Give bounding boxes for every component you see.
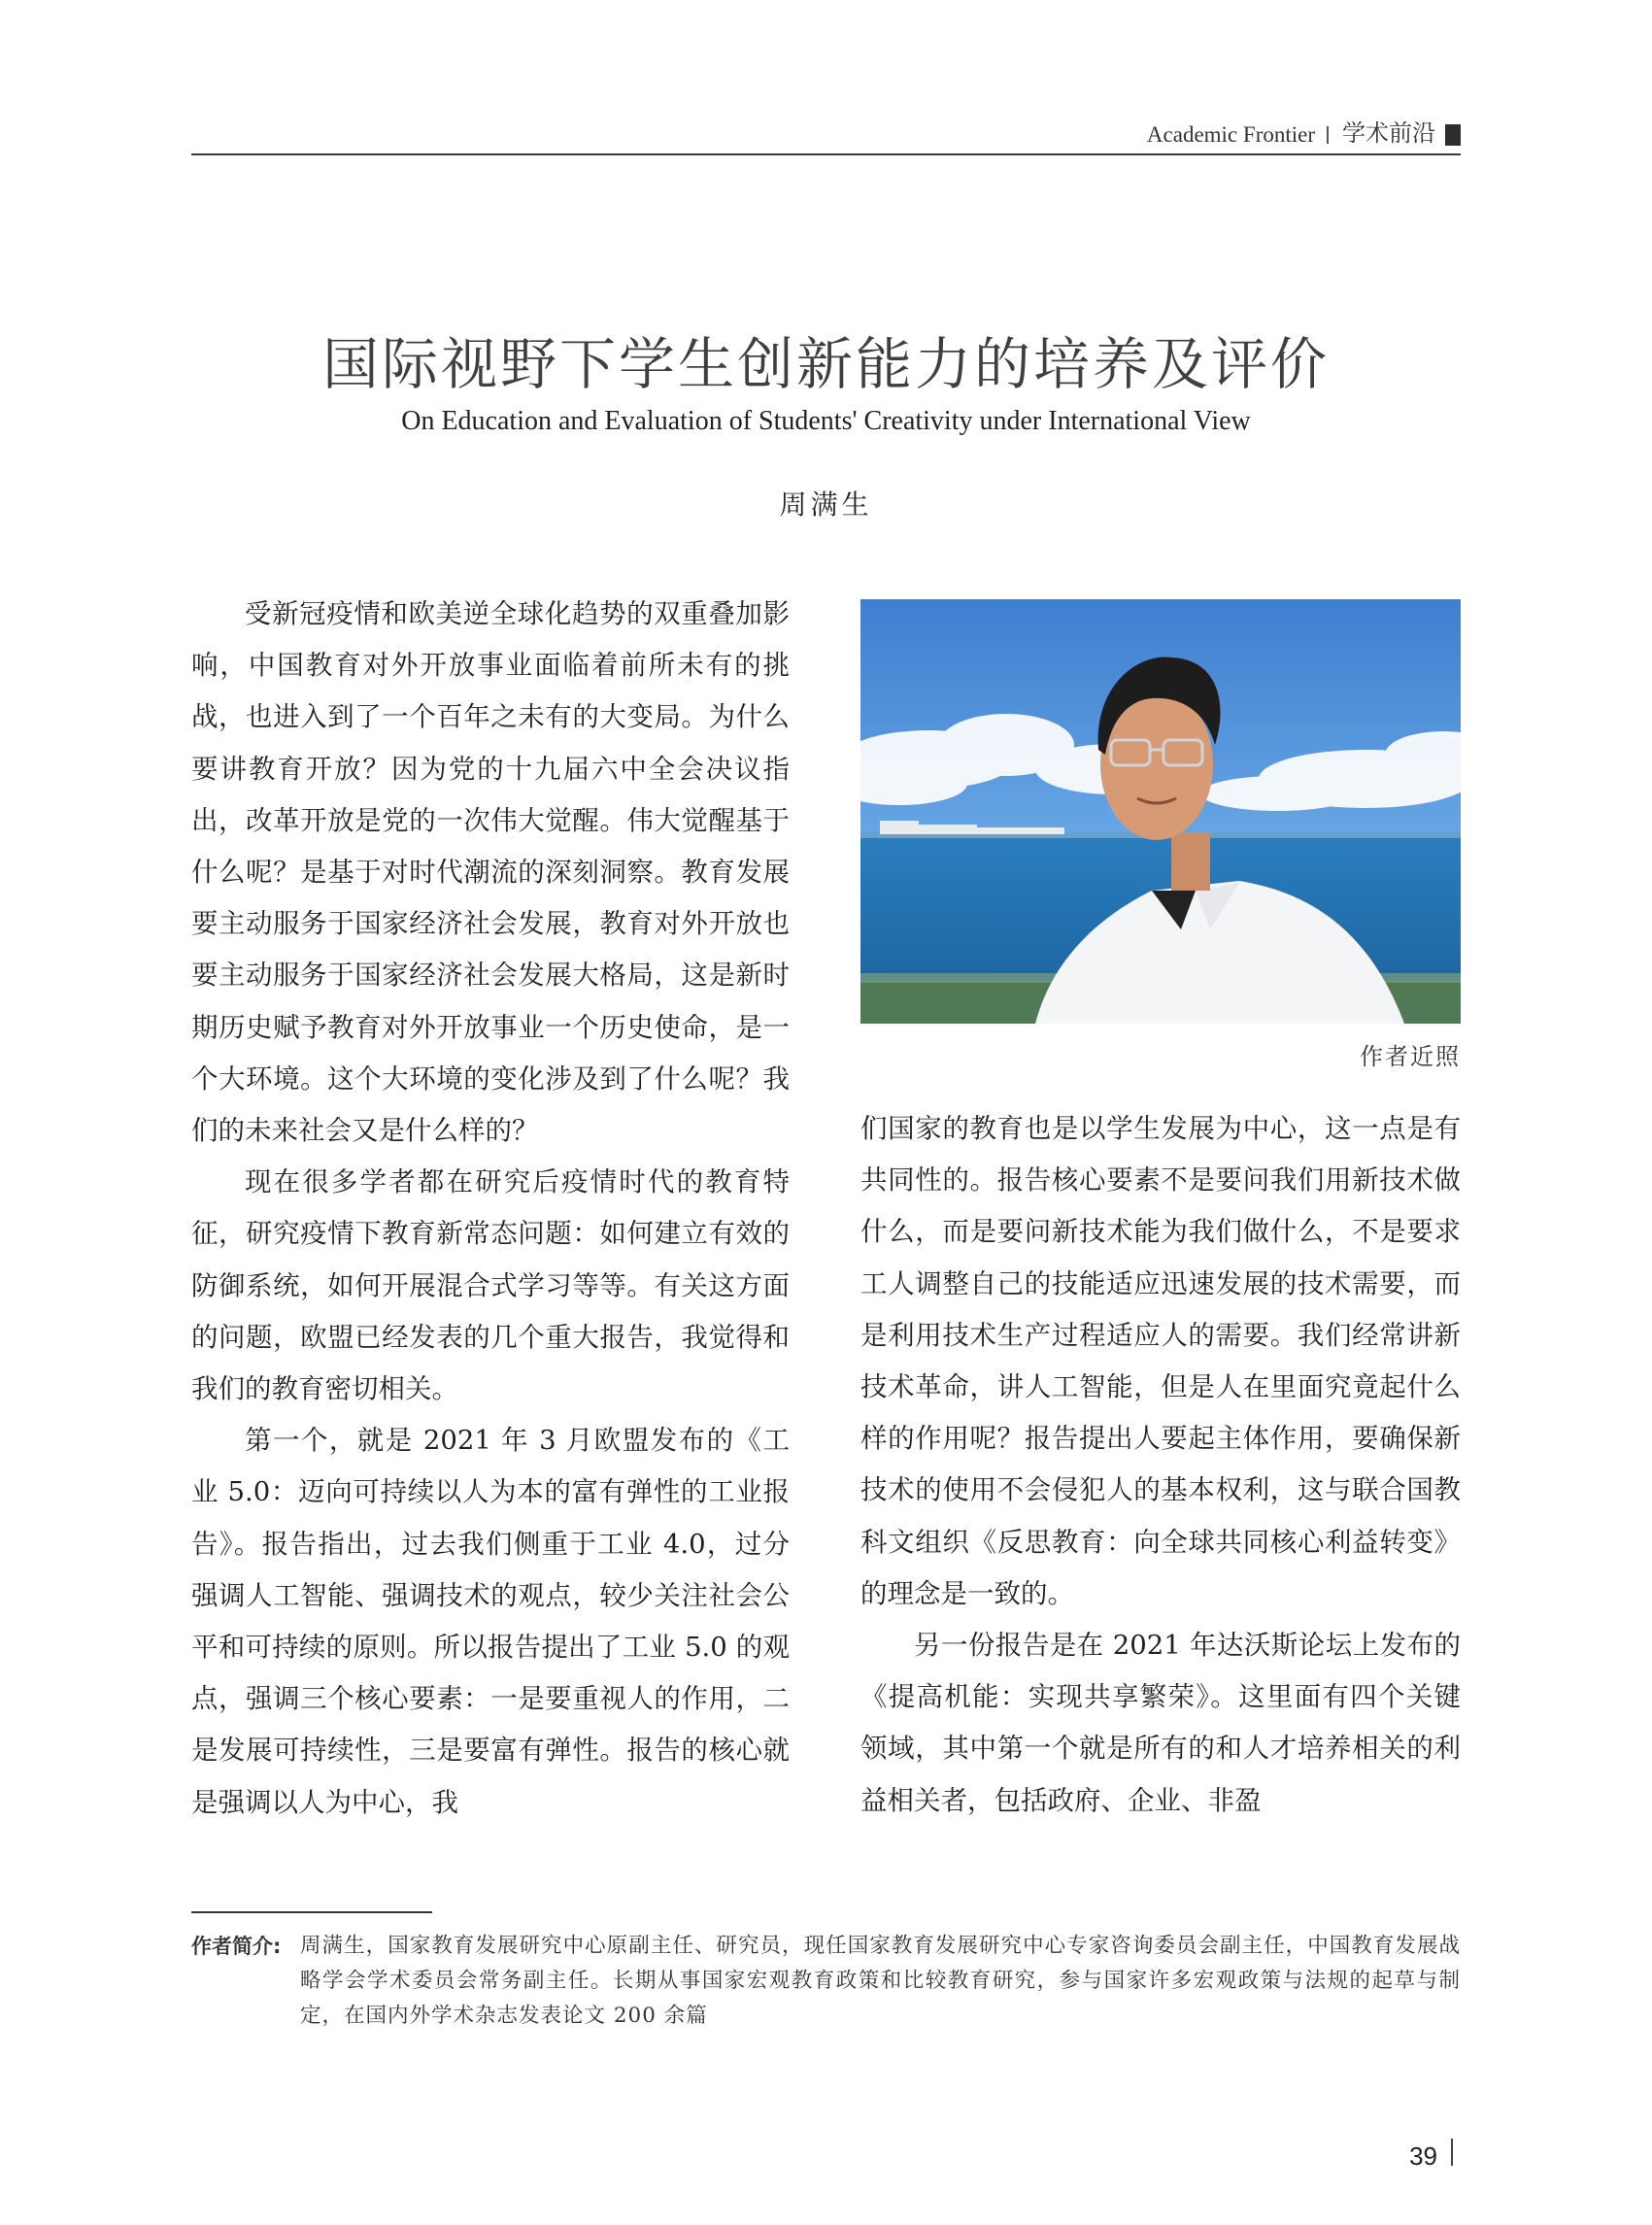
running-header xyxy=(191,115,1461,155)
header-block-mark xyxy=(1445,124,1461,146)
journal-name-en: Academic Frontier xyxy=(1146,122,1315,147)
article-title: 国际视野下学生创新能力的培养及评价 xyxy=(321,331,1330,397)
photo-caption: 作者近照 xyxy=(1360,1043,1461,1070)
footnote-label: 作者简介: xyxy=(191,1935,282,1958)
body-paragraph: 们国家的教育也是以学生发展为中心，这一点是有共同性的。报告核心要素不是要问我们用新技术做什么，而是要问新技术能为我们做什么，不是要求工人调整自己的技能适应迅速发展的技术需要，而是利用技术生产过程适应人的需要。我们经常讲新技术革命，讲人工智能，但是人在里面究竟起什么样的作用呢？报告提出人要起主体作用，要确保新技术的使用不会侵犯人的基本权利，这与联合国教科文组织《反思教育：向全球共同核心利益转变》的理念是一致的。 xyxy=(860,1113,1461,1609)
article-subtitle-en: On Education and Evaluation of Students' Creativity under International View xyxy=(401,406,1251,436)
page-number: 39 xyxy=(1409,2141,1437,2171)
footnote-rule xyxy=(191,1911,432,1913)
author-name: 周满生 xyxy=(779,489,873,521)
header-separator xyxy=(1327,126,1329,144)
page-number-bar xyxy=(1451,2139,1453,2166)
author-bio-footnote xyxy=(191,1929,1461,2034)
body-column-right xyxy=(860,1103,1461,1827)
author-photo xyxy=(860,599,1461,1024)
body-paragraph: 另一份报告是在 2021 年达沃斯论坛上发布的《提高机能：实现共享繁荣》。这里面有四个关键领域，其中第一个就是所有的和人才培养相关的利益相关者，包括政府、企业、非盈 xyxy=(860,1630,1461,1816)
body-column-left xyxy=(191,589,790,1829)
body-paragraph: 受新冠疫情和欧美逆全球化趋势的双重叠加影响，中国教育对外开放事业面临着前所未有的挑战，也进入到了一个百年之未有的大变局。为什么要讲教育开放？因为党的十九届六中全会决议指出，改革开放是党的一次伟大觉醒。伟大觉醒基于什么呢？是基于对时代潮流的深刻洞察。教育发展要主动服务于国家经济社会发展，教育对外开放也要主动服务于国家经济社会发展大格局，这是新时期历史赋予教育对外开放事业一个历史使命，是一个大环境。这个大环境的变化涉及到了什么呢？我们的未来社会又是什么样的？ xyxy=(191,598,790,1147)
footnote-text: 周满生，国家教育发展研究中心原副主任、研究员，现任国家教育发展研究中心专家咨询委员会副主任，中国教育发展战略学会学术委员会常务副主任。长期从事国家宏观教育政策和比较教育研究，参与国家许多宏观政策与法规的起草与制定，在国内外学术杂志发表论文 200 余篇 xyxy=(300,1934,1461,2028)
body-paragraph: 现在很多学者都在研究后疫情时代的教育特征，研究疫情下教育新常态问题：如何建立有效的防御系统，如何开展混合式学习等等。有关这方面的问题，欧盟已经发表的几个重大报告，我觉得和我们的教育密切相关。 xyxy=(191,1166,790,1405)
journal-name-cn: 学术前沿 xyxy=(1342,119,1435,147)
body-paragraph: 第一个，就是 2021 年 3 月欧盟发布的《工业 5.0：迈向可持续以人为本的富有弹性的工业报告》。报告指出，过去我们侧重于工业 4.0，过分强调人工智能、强调技术的观点，较少关注社会公平和可持续的原则。所以报告提出了工业 5.0 的观点，强调三个核心要素：一是要重视人的作用，二是发展可持续性，三是要富有弹性。报告的核心就是强调以人为中心，我 xyxy=(191,1425,790,1818)
